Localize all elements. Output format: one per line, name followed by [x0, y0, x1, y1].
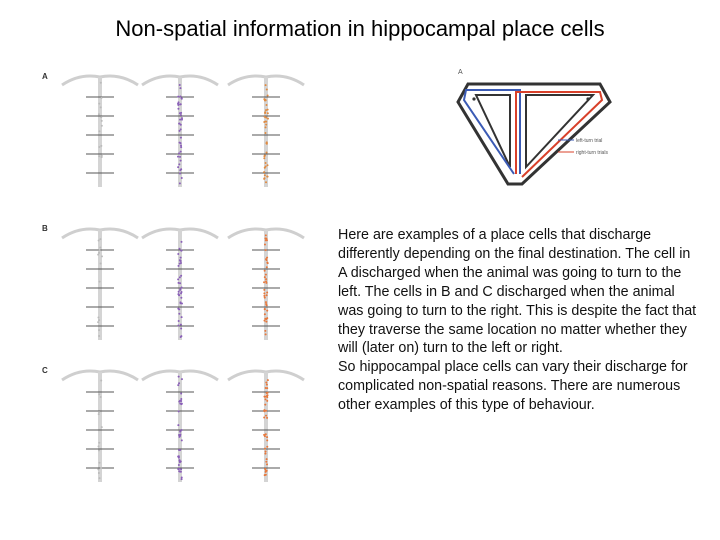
- spike-dot: [179, 103, 181, 105]
- spike-dot: [265, 410, 267, 412]
- body-paragraph-2: So hippocampal place cells can vary their discharge for complicated non-spatial reasons. There are numerous other examples of this type of behaviour.: [338, 359, 688, 414]
- spike-dot: [180, 471, 182, 473]
- spike-dot: [98, 445, 100, 447]
- spike-dot: [266, 417, 268, 419]
- spike-dot: [181, 478, 183, 480]
- spike-dot: [265, 239, 267, 241]
- spike-dot: [265, 461, 267, 463]
- spike-dot: [265, 104, 267, 106]
- spike-dot: [101, 120, 103, 122]
- spike-dot: [179, 172, 181, 174]
- spike-dot: [267, 109, 269, 111]
- spike-dot: [265, 126, 267, 128]
- body-paragraph-1: Here are examples of a place cells that discharge differently depending on the final destination. The cell in A discharged when the animal was going to turn to the left. The cells in B and C discharged when the animal was going to turn to the right. This is despite the fact that they traverse the same location no matter whether they will (later on) turn to the left or right.: [338, 227, 697, 357]
- spike-dot: [267, 164, 269, 166]
- spike-dot: [177, 96, 179, 98]
- spike-dot: [100, 145, 102, 147]
- spike-dot: [264, 297, 266, 299]
- spike-dot: [266, 151, 268, 153]
- spike-dot: [265, 121, 267, 123]
- spike-dot: [181, 378, 183, 380]
- spike-dot: [97, 317, 99, 319]
- left-turn-path: [464, 90, 520, 174]
- spike-dot: [265, 162, 267, 164]
- t-maze-raster: [228, 229, 304, 340]
- spike-dot: [266, 387, 268, 389]
- spike-dot: [100, 380, 102, 382]
- spike-dot: [100, 97, 102, 99]
- spike-dot: [264, 320, 266, 322]
- spike-dot: [180, 324, 182, 326]
- spike-dot: [101, 156, 103, 158]
- spike-dot: [265, 166, 267, 168]
- spike-dot: [265, 249, 267, 251]
- spike-dot: [264, 453, 266, 455]
- spike-dot: [263, 157, 265, 159]
- spike-dot: [264, 270, 266, 272]
- spike-dot: [178, 410, 180, 412]
- spike-dot: [265, 450, 267, 452]
- t-maze-raster: [142, 371, 218, 482]
- spike-dot: [265, 321, 267, 323]
- spike-dot: [267, 379, 269, 381]
- spike-dot: [177, 108, 179, 110]
- t-maze-raster: [142, 76, 218, 187]
- spike-dot: [263, 178, 265, 180]
- spike-dot: [181, 316, 183, 318]
- spike-dot: [98, 155, 100, 157]
- spike-dot: [177, 384, 179, 386]
- spike-dot: [265, 84, 267, 86]
- spike-dot: [263, 281, 265, 283]
- spike-dot: [181, 98, 183, 100]
- spike-dot: [98, 146, 100, 148]
- spike-dot: [180, 112, 182, 114]
- spike-dot: [100, 82, 102, 84]
- spike-dot: [265, 474, 267, 476]
- spike-dot: [267, 112, 269, 114]
- t-maze-raster: [142, 229, 218, 340]
- spike-dot: [180, 275, 182, 277]
- t-maze-rasters: [0, 0, 330, 500]
- spike-dot: [263, 171, 265, 173]
- spike-dot: [266, 294, 268, 296]
- spike-dot: [265, 415, 267, 417]
- spike-dot: [180, 297, 182, 299]
- spike-dot: [178, 123, 180, 125]
- spike-dot: [266, 458, 268, 460]
- spike-dot: [99, 477, 101, 479]
- spike-dot: [263, 289, 265, 291]
- spike-dot: [266, 304, 268, 306]
- spike-dot: [180, 468, 182, 470]
- spike-dot: [266, 463, 268, 465]
- left-well-marker: [472, 97, 475, 100]
- spike-dot: [98, 449, 100, 451]
- legend-left-turn: left-turn trial: [576, 138, 603, 144]
- spike-dot: [266, 310, 268, 312]
- spike-dot: [266, 439, 268, 441]
- spike-dot: [177, 103, 179, 105]
- spike-dot: [180, 392, 182, 394]
- spike-dot: [100, 116, 102, 118]
- spike-dot: [181, 177, 183, 179]
- t-maze-raster: [228, 76, 304, 187]
- spike-dot: [99, 281, 101, 283]
- spike-dot: [177, 424, 179, 426]
- spike-dot: [180, 124, 182, 126]
- spike-dot: [177, 278, 179, 280]
- spike-dot: [180, 257, 182, 259]
- body-text: [338, 226, 698, 415]
- spike-dot: [179, 130, 181, 132]
- spike-dot: [178, 152, 180, 154]
- spike-dot: [100, 467, 102, 469]
- spike-dot: [99, 247, 101, 249]
- spike-dot: [266, 176, 268, 178]
- spike-dot: [265, 278, 267, 280]
- spike-dot: [180, 398, 182, 400]
- spike-dot: [264, 448, 266, 450]
- spike-dot: [178, 470, 180, 472]
- spike-dot: [267, 118, 269, 120]
- spike-dot: [180, 137, 182, 139]
- spike-dot: [266, 392, 268, 394]
- spike-dot: [264, 468, 266, 470]
- spike-dot: [264, 99, 266, 101]
- spike-dot: [264, 132, 266, 134]
- spike-dot: [266, 141, 268, 143]
- spike-dot: [264, 308, 266, 310]
- maze-inner-left: [476, 95, 510, 167]
- spike-dot: [180, 160, 182, 162]
- spike-dot: [264, 313, 266, 315]
- spike-dot: [100, 262, 102, 264]
- spike-dot: [97, 321, 99, 323]
- spike-dot: [179, 400, 181, 402]
- spike-dot: [265, 381, 267, 383]
- spike-dot: [265, 470, 267, 472]
- spike-dot: [180, 327, 182, 329]
- spike-dot: [263, 417, 265, 419]
- t-maze-raster: [228, 371, 304, 482]
- spike-dot: [178, 282, 180, 284]
- legend-right-turn: right-turn trials: [576, 150, 608, 156]
- t-maze-raster: [62, 371, 138, 482]
- spike-dot: [180, 302, 182, 304]
- spike-dot: [100, 396, 102, 398]
- spike-dot: [178, 382, 180, 384]
- spike-dot: [266, 446, 268, 448]
- spike-dot: [101, 426, 103, 428]
- schematic-label: A: [458, 69, 463, 76]
- spike-dot: [98, 252, 100, 254]
- spike-dot: [101, 255, 103, 257]
- spike-dot: [98, 319, 100, 321]
- spike-dot: [179, 182, 181, 184]
- spike-dot: [98, 393, 100, 395]
- spike-dot: [180, 144, 182, 146]
- spike-dot: [179, 119, 181, 121]
- right-well-marker: [586, 97, 589, 100]
- spike-dot: [177, 156, 179, 158]
- spike-dot: [177, 325, 179, 327]
- spike-dot: [264, 330, 266, 332]
- spike-dot: [266, 89, 268, 91]
- spike-dot: [180, 151, 182, 153]
- spike-dot: [98, 335, 100, 337]
- spike-dot: [181, 439, 183, 441]
- spike-dot: [98, 103, 100, 105]
- spike-dot: [266, 266, 268, 268]
- spike-dot: [98, 329, 100, 331]
- spike-dot: [178, 468, 180, 470]
- spike-dot: [181, 119, 183, 121]
- spike-dot: [100, 106, 102, 108]
- spike-dot: [264, 174, 266, 176]
- spike-dot: [179, 260, 181, 262]
- spike-dot: [97, 254, 99, 256]
- spike-dot: [265, 333, 267, 335]
- spike-dot: [181, 429, 183, 431]
- spike-dot: [263, 292, 265, 294]
- spike-dot: [98, 240, 100, 242]
- t-maze-raster: [62, 229, 138, 340]
- spike-dot: [178, 291, 180, 293]
- spike-dot: [180, 114, 182, 116]
- spike-dot: [264, 243, 266, 245]
- spike-dot: [179, 156, 181, 158]
- spike-dot: [98, 442, 100, 444]
- spike-dot: [267, 262, 269, 264]
- maze-inner-right: [526, 95, 593, 167]
- spike-dot: [266, 396, 268, 398]
- spike-dot: [266, 400, 268, 402]
- spike-dot: [179, 289, 181, 291]
- spike-dot: [179, 142, 181, 144]
- spike-dot: [99, 238, 101, 240]
- slide-title: Non-spatial information in hippocampal place cells: [115, 16, 605, 41]
- spike-dot: [265, 301, 267, 303]
- spike-dot: [265, 318, 267, 320]
- spike-dot: [265, 282, 267, 284]
- spike-dot: [264, 112, 266, 114]
- spike-dot: [178, 464, 180, 466]
- panel-label-a: A: [42, 72, 48, 81]
- spike-dot: [177, 455, 179, 457]
- spike-dot: [179, 95, 181, 97]
- spike-dot: [265, 398, 267, 400]
- spike-dot: [98, 113, 100, 115]
- spike-dot: [265, 124, 267, 126]
- spike-dot: [179, 276, 181, 278]
- spike-dot: [178, 313, 180, 315]
- spike-dot: [264, 155, 266, 157]
- spike-dot: [181, 286, 183, 288]
- spike-dot: [180, 250, 182, 252]
- spike-dot: [181, 241, 183, 243]
- spike-dot: [177, 166, 179, 168]
- spike-dot: [178, 163, 180, 165]
- spike-dot: [99, 130, 101, 132]
- spike-dot: [179, 403, 181, 405]
- spike-dot: [179, 248, 181, 250]
- spike-dot: [265, 274, 267, 276]
- panel-label-c: C: [42, 366, 48, 375]
- spike-dot: [178, 265, 180, 267]
- spike-dot: [265, 433, 267, 435]
- spike-dot: [178, 308, 180, 310]
- spike-dot: [177, 253, 179, 255]
- spike-dot: [264, 116, 266, 118]
- spike-dot: [178, 449, 180, 451]
- spike-dot: [181, 291, 183, 293]
- spike-dot: [177, 293, 179, 295]
- spike-dot: [98, 249, 100, 251]
- spike-dot: [179, 87, 181, 89]
- spike-dot: [266, 259, 268, 261]
- spike-dot: [179, 84, 181, 86]
- spike-dot: [265, 234, 267, 236]
- spike-dot: [178, 434, 180, 436]
- spike-dot: [266, 291, 268, 293]
- spike-dot: [179, 459, 181, 461]
- spike-dot: [266, 436, 268, 438]
- spike-dot: [267, 394, 269, 396]
- maze-schematic-diagram: [450, 62, 650, 192]
- spike-dot: [263, 295, 265, 297]
- spike-dot: [267, 94, 269, 96]
- spike-dot: [98, 472, 100, 474]
- spike-dot: [97, 468, 99, 470]
- spike-dot: [179, 169, 181, 171]
- spike-dot: [263, 434, 265, 436]
- spike-dot: [178, 376, 180, 378]
- spike-dot: [264, 276, 266, 278]
- spike-dot: [98, 411, 100, 413]
- spike-dot: [266, 384, 268, 386]
- panel-label-b: B: [42, 224, 48, 233]
- spike-dot: [101, 125, 103, 127]
- spike-dot: [264, 396, 266, 398]
- spike-dot: [180, 336, 182, 338]
- t-maze-raster: [62, 76, 138, 187]
- spike-dot: [178, 320, 180, 322]
- spike-dot: [264, 404, 266, 406]
- spike-dot: [179, 263, 181, 265]
- spike-dot: [265, 181, 267, 183]
- spike-dot: [98, 413, 100, 415]
- spike-dot: [265, 237, 267, 239]
- spike-dot: [99, 462, 101, 464]
